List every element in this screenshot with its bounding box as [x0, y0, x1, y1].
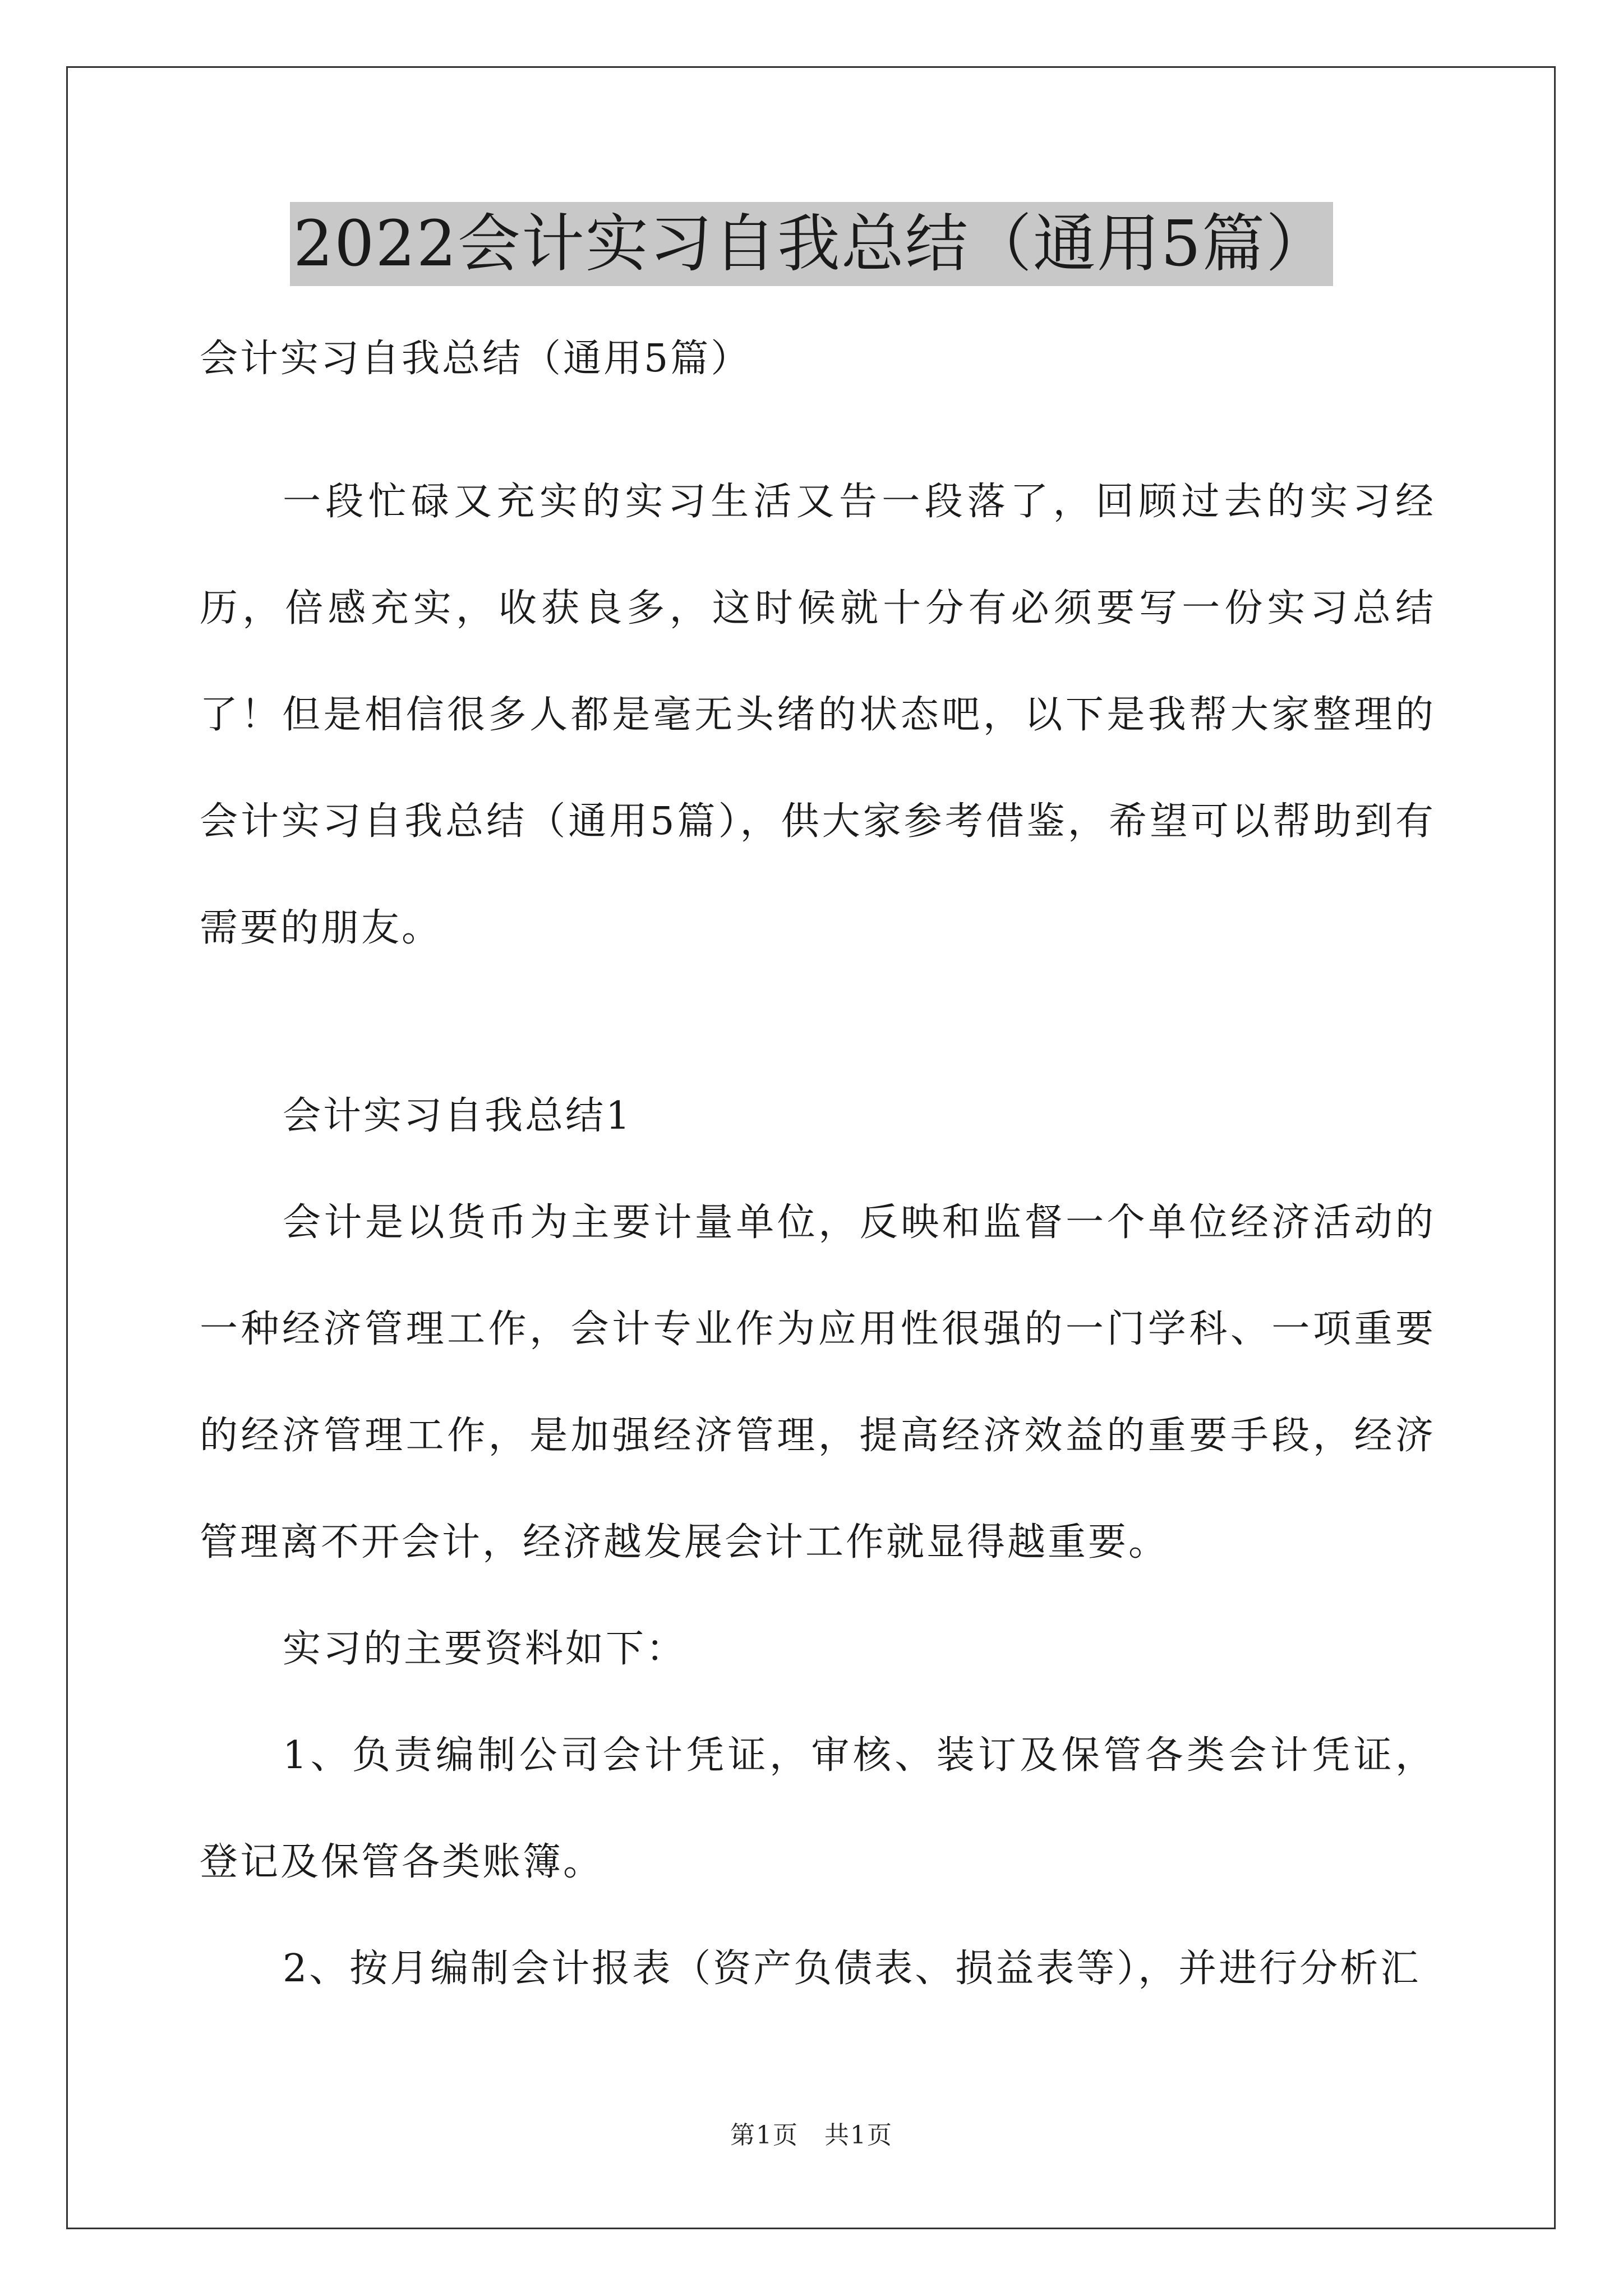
document-title: 2022会计实习自我总结（通用5篇） — [290, 202, 1333, 286]
list-item: 2、按月编制会计报表（资产负债表、损益表等），并进行分析汇 — [283, 1947, 1421, 1991]
page-footer: 第1页 共1页 — [730, 2121, 893, 2150]
section-heading: 会计实习自我总结1 — [283, 1094, 633, 1138]
intro-paragraph: 一段忙碌又充实的实习生活又告一段落了，回顾过去的实习经历，倍感充实，收获良多，这时候就十分有必须要写一份实习总结了！但是相信很多人都是毫无头绪的状态吧，以下是我帮大家整理的会计实习自我总结（通用5篇），供大家参考借鉴，希望可以帮助到有需要的朋友。 — [200, 480, 1436, 950]
title-container — [0, 202, 1623, 286]
section-1 — [200, 1063, 1436, 2022]
body-paragraph: 实习的主要资料如下： — [283, 1627, 687, 1671]
list-item: 1、负责编制公司会计凭证，审核、装订及保管各类会计凭证，登记及保管各类账簿。 — [200, 1733, 1436, 1884]
document-subtitle: 会计实习自我总结（通用5篇） — [200, 337, 751, 381]
body-paragraph: 会计是以货币为主要计量单位，反映和监督一个单位经济活动的一种经济管理工作，会计专业作为应用性很强的一门学科、一项重要的经济管理工作，是加强经济管理，提高经济效益的重要手段，经济管理离不开会计，经济越发展会计工作就显得越重要。 — [200, 1200, 1436, 1565]
